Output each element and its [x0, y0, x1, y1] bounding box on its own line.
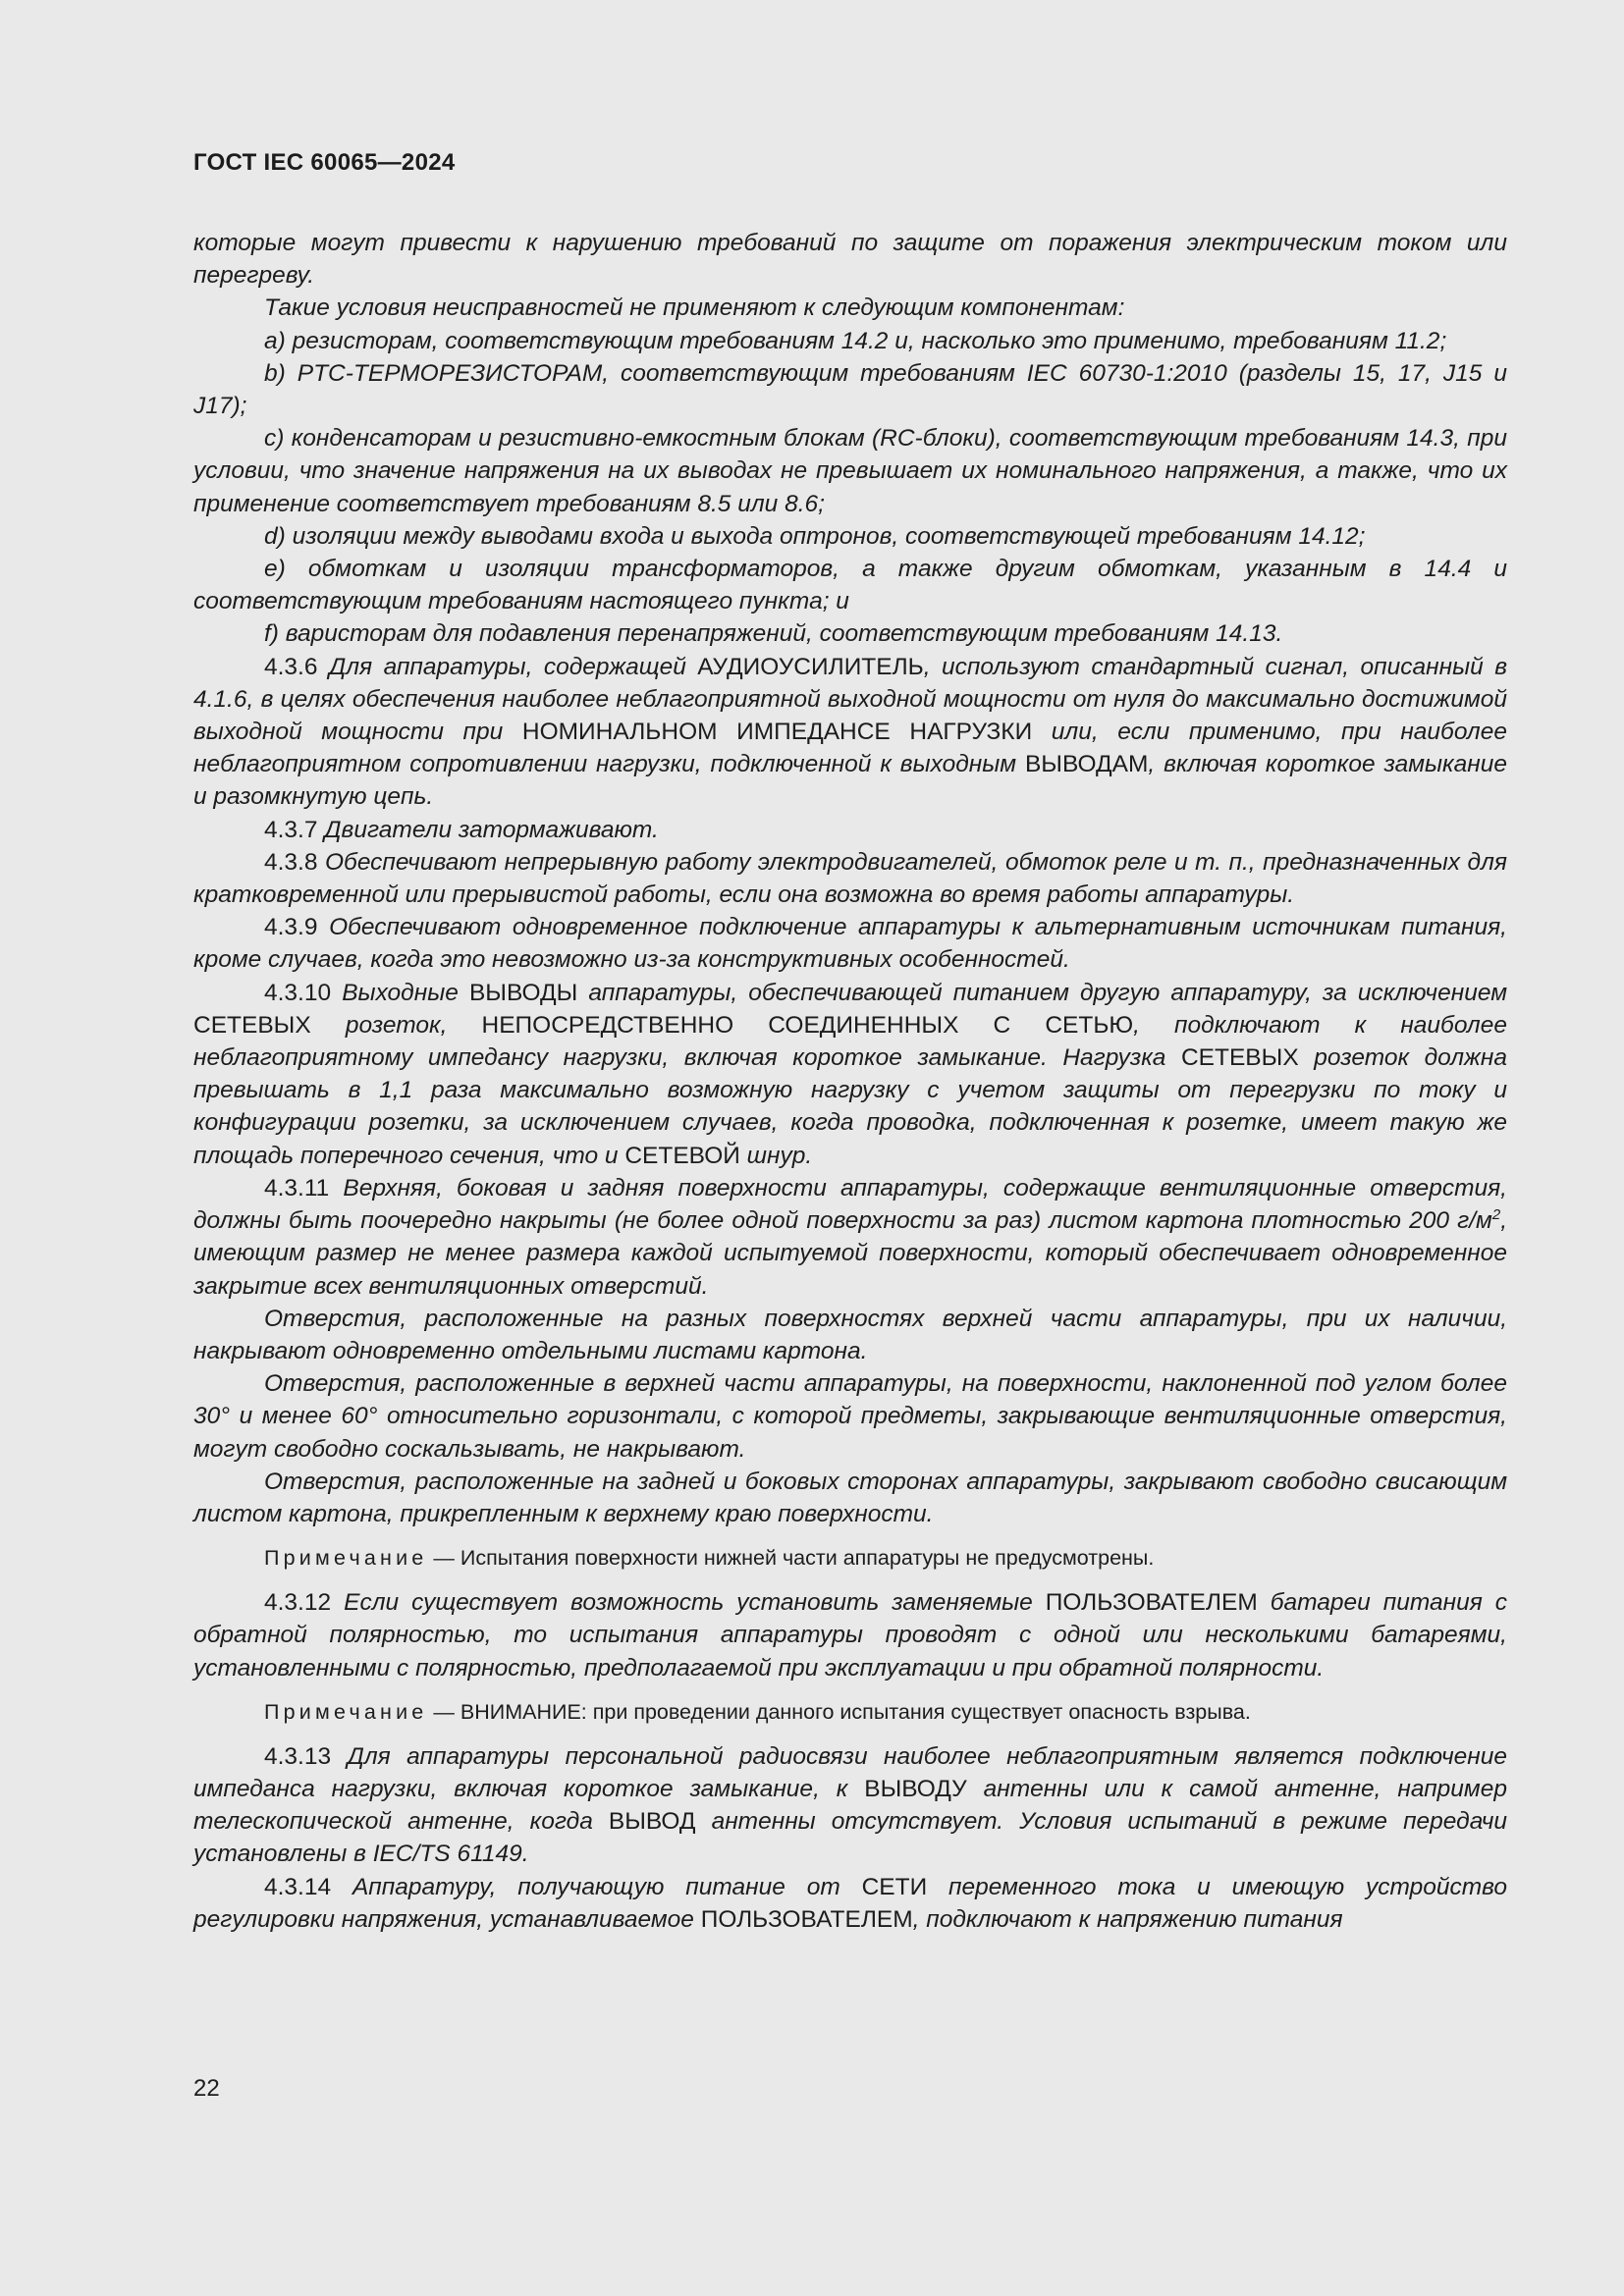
section-4-3-11: 4.3.11 Верхняя, боковая и задняя поверхности аппаратуры, содержащие вентиляционные отверстия, должны быть поочередно накрыты (не более одной поверхности за раз) листом картона плотностью 200 $г/м^2$, имеющим размер не менее размера каждой испытуемой поверхности, который обеспечивает одновременное закрытие всех вентиляционных отверстий.: [193, 1174, 1507, 1300]
list-item-d: d) изоляции между выводами входа и выхода оптронов, соответствующей требованиям 14.12;: [264, 522, 1366, 550]
section-4-3-9: 4.3.9 Обеспечивают одновременное подключение аппаратуры к альтернативным источникам питания, кроме случаев, когда это невозможно из-за конструктивных особенностей.: [193, 914, 1507, 974]
defined-term: ВЫВОД: [608, 1808, 696, 1836]
section-4-3-12: 4.3.12 Если существует возможность установить заменяемые ПОЛЬЗОВАТЕЛЕМ батареи питания с обратной полярностью, то испытания аппаратуры проводят с одной или несколькими батареями, установленными с полярностью, предполагаемой при эксплуатации и при обратной полярности.: [193, 1589, 1508, 1682]
defined-term: ПОЛЬЗОВАТЕЛЕМ: [1045, 1589, 1258, 1617]
defined-term: ВЫВОДУ: [864, 1775, 967, 1802]
clause-number: 4.3.10: [264, 979, 332, 1006]
clause-number: 4.3.6: [264, 653, 318, 680]
clause-number: 4.3.14: [264, 1873, 332, 1900]
defined-term: ВЫВОДЫ: [468, 979, 578, 1006]
paragraph-holes-top: Отверстия, расположенные на разных поверхностях верхней части аппаратуры, при их наличии, накрывают одновременно отдельными листами картона.: [193, 1305, 1507, 1364]
paragraph-conditions-intro: Такие условия неисправностей не применяют к следующим компонентам:: [264, 294, 1125, 322]
superscript: 2: [1491, 1206, 1501, 1224]
list-item-e: e) обмоткам и изоляции трансформаторов, а также другим обмоткам, указанным в 14.4 и соответствующим требованиям настоящего пункта; и: [193, 556, 1507, 615]
defined-term: ВЫВОДАМ: [1024, 751, 1149, 778]
clause-number: 4.3.13: [264, 1742, 332, 1770]
section-4-3-8: 4.3.8 Обеспечивают непрерывную работу электродвигателей, обмоток реле и т. п., предназначенных для кратковременной или прерывистой работы, если она возможна во время работы аппаратуры.: [193, 848, 1507, 909]
document-header: ГОСТ IEC 60065—2024: [193, 149, 456, 176]
note-label: Примечание: [264, 1546, 428, 1571]
paragraph-holes-rear-side: Отверстия, расположенные на задней и боковых сторонах аппаратуры, закрывают свободно свисающим листом картона, прикрепленным к верхнему краю поверхности.: [193, 1468, 1507, 1527]
section-4-3-6: 4.3.6 Для аппаратуры, содержащей АУДИОУСИЛИТЕЛЬ, используют стандартный сигнал, описанный в 4.1.6, в целях обеспечения наиболее неблагоприятной выходной мощности от нуля до максимально достижимой выходной мощности при НОМИНАЛЬНОМ ИМПЕДАНСЕ НАГРУЗКИ или, если применимо, при наиболее неблагоприятном сопротивлении нагрузки, подключенной к выходным ВЫВОДАМ, включая короткое замыкание и разомкнутую цепь.: [193, 653, 1507, 811]
list-item-a: a) резисторам, соответствующим требованиям 14.2 и, насколько это применимо, требованиям 11.2;: [264, 327, 1447, 354]
defined-term: СЕТЕВЫХ: [193, 1011, 311, 1039]
paragraph-holes-inclined: Отверстия, расположенные в верхней части аппаратуры, на поверхности, наклоненной под углом более 30° и менее 60° относительно горизонтали, с которой предметы, закрывающие вентиляционные отверстия, могут свободно соскальзывать, не накрывают.: [193, 1370, 1507, 1463]
note-label: Примечание: [264, 1699, 428, 1724]
section-4-3-13: 4.3.13 Для аппаратуры персональной радиосвязи наиболее неблагоприятным является подключение импеданса нагрузки, включая короткое замыкание, к ВЫВОДУ антенны или к самой антенне, например телескопической антенне, когда ВЫВОД антенны отсутствует. Условия испытаний в режиме передачи установлены в IEC/TS 61149.: [193, 1742, 1507, 1868]
defined-term: АУДИОУСИЛИТЕЛЬ: [697, 653, 924, 680]
section-4-3-10: 4.3.10 Выходные ВЫВОДЫ аппаратуры, обеспечивающей питанием другую аппаратуру, за исключением СЕТЕВЫХ розеток, НЕПОСРЕДСТВЕННО СОЕДИНЕННЫХ С СЕТЬЮ, подключают к наиболее неблагоприятному импедансу нагрузки, включая короткое замыкание. Нагрузка СЕТЕВЫХ розеток должна превышать в 1,1 раза максимально возможную нагрузку с учетом защиты от перегрузки по току и конфигурации розетки, за исключением случаев, когда проводка, подключенная к розетке, имеет такую же площадь поперечного сечения, что и СЕТЕВОЙ шнур.: [193, 979, 1507, 1169]
page-body: [193, 227, 1507, 1936]
list-item-c: c) конденсаторам и резистивно-емкостным блокам (RC-блоки), соответствующим требованиям 14.3, при условии, что значение напряжения на их выводах не превышает их номинального напряжения, а также, что их применение соответствует требованиям 8.5 или 8.6;: [193, 425, 1507, 517]
defined-term: СЕТЕВЫХ: [1180, 1044, 1299, 1072]
clause-number: 4.3.12: [264, 1589, 332, 1617]
section-4-3-7: 4.3.7 Двигатели затормаживают.: [264, 816, 659, 843]
list-item-b: b) PTC-ТЕРМОРЕЗИСТОРАМ, соответствующим требованиям IEC 60730-1:2010 (разделы 15, 17, J15 и J17);: [193, 359, 1507, 420]
clause-number: 4.3.8: [264, 848, 318, 876]
clause-number: 4.3.7: [264, 816, 318, 843]
defined-term: НЕПОСРЕДСТВЕННО СОЕДИНЕННЫХ С СЕТЬЮ: [481, 1011, 1134, 1039]
defined-term: СЕТИ: [861, 1873, 928, 1900]
note-text: — Испытания поверхности нижней части аппаратуры не предусмотрены.: [427, 1546, 1155, 1571]
note-2: [193, 1697, 1507, 1727]
section-4-3-14: 4.3.14 Аппаратуру, получающую питание от СЕТИ переменного тока и имеющую устройство регулировки напряжения, устанавливаемое ПОЛЬЗОВАТЕЛЕМ, подключают к напряжению питания: [193, 1873, 1507, 1933]
clause-number: 4.3.9: [264, 914, 318, 941]
note-1: [193, 1543, 1507, 1573]
paragraph-continuation: которые могут привести к нарушению требований по защите от поражения электрическим током или перегреву.: [193, 230, 1507, 290]
note-text: — ВНИМАНИЕ: при проведении данного испытания существует опасность взрыва.: [427, 1699, 1251, 1724]
defined-term: СЕТЕВОЙ: [624, 1142, 740, 1169]
clause-number: 4.3.11: [264, 1174, 330, 1201]
defined-term: ПОЛЬЗОВАТЕЛЕМ: [700, 1905, 913, 1933]
list-item-f: f) варисторам для подавления перенапряжений, соответствующим требованиям 14.13.: [264, 620, 1283, 648]
page-number: 22: [193, 2075, 220, 2102]
defined-term: НОМИНАЛЬНОМ ИМПЕДАНСЕ НАГРУЗКИ: [521, 719, 1033, 746]
